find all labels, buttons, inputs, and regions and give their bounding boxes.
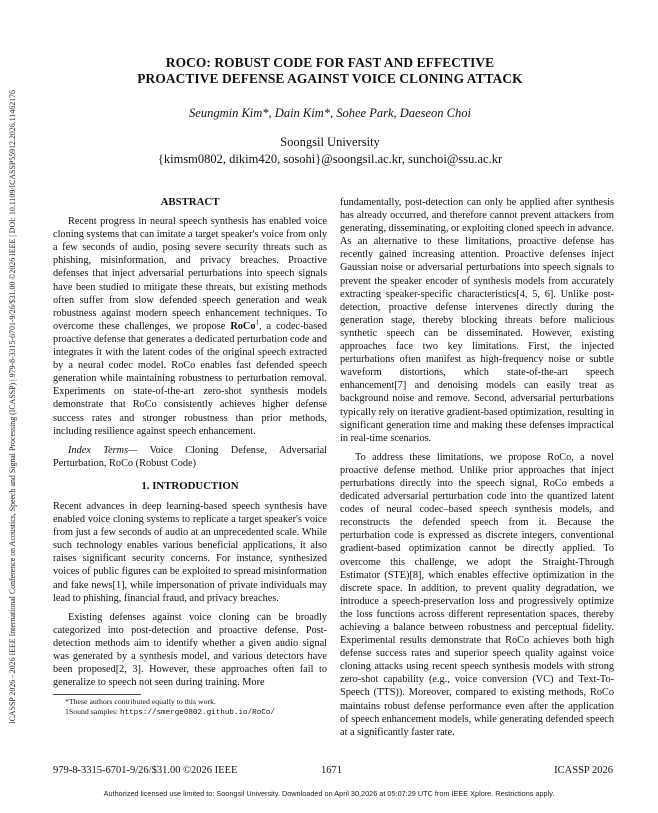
footnote-rule: [53, 694, 141, 695]
page-number: 1671: [321, 765, 342, 776]
paper-title: [70, 55, 590, 87]
intro-paragraph-1: Recent advances in deep learning-based speech synthesis have enabled voice cloning systems to replicate a target speaker's voice from just a few seconds of audio at an unprecedented scale. While such technology enables various beneficial applications, it also raises significant security concerns. For instance, synthesized voices of public figures can be exploited to spread misinformation and fake news[1], while impersonation of private individuals may lead to phishing, financial fraud, and privacy breaches.: [53, 500, 327, 604]
footnote-marker: 1: [255, 318, 259, 327]
footnote-equal-contribution: *These authors contributed equally to this work.: [65, 697, 216, 706]
sound-samples-link[interactable]: https://smerge0802.github.io/RoCo/: [120, 709, 275, 717]
footer-conference: ICASSP 2026: [554, 765, 613, 776]
introduction-heading: 1. INTRODUCTION: [141, 479, 239, 492]
doi-side-text: ICASSP 2026 - 2026 IEEE International Conference on Acoustics, Speech and Signal Processing (ICASSP) | 979-8-3315-6701-9/26/$31.00 ©2026 IEEE | DOI: 10.1109/ICASSP55912.2026.11462176: [8, 90, 17, 724]
footnote-sound-samples: [53, 707, 327, 718]
title-line-2: PROACTIVE DEFENSE AGAINST VOICE CLONING ATTACK: [137, 71, 523, 86]
footnotes: [53, 697, 327, 718]
method-name: RoCo: [230, 320, 256, 332]
intro-paragraph-2: Existing defenses against voice cloning can be broadly categorized into post-detection and proactive defense. Post-detection methods aim to identify whether a given audio signal was generated by a synthesis model, and various detectors have been proposed[2, 3]. However, these approaches often fail to generalize to speech not seen during training. More: [53, 611, 327, 689]
title-line-1: ROCO: ROBUST CODE FOR FAST AND EFFECTIVE: [165, 55, 495, 70]
index-terms-text: Voice Cloning Defense, Adversarial Perturbation, RoCo (Robust Code): [53, 444, 327, 469]
license-notice: [0, 789, 658, 798]
abstract-text: [53, 215, 327, 438]
right-paragraph-2: To address these limitations, we propose RoCo, a novel proactive defense method. Unlike prior approaches that inject perturbations directly into the speech signal, RoCo embeds a dedicated adversarial perturbation code into the quantized latent codes of neural codec–based speech synthesis models, and reconstructs the defended speech from it. Because the perturbation code is expressed as discrete integers, conventional gradient-based optimization cannot be directly applied. To overcome this challenge, we adopt the Straight-Through Estimator (STE)[8], which enables effective optimization in the discrete space. In addition, to prevent quality degradation, we introduce a speech-preservation loss and progressively optimize the loss functions across different representation spaces, thereby achieving a balance between robustness and perceptual fidelity. Experimental results demonstrate that RoCo achieves both high defense success rates and superior speech quality against voice cloning attacks using recent speech synthesis models with strong zero-shot capability (e.g., voice conversion (VC) and Text-To-Speech (TTS)). Moreover, compared to existing methods, RoCo maintains robust defense performance even after the application of speech enhancement models, while generating defended speech at a significantly faster rate.: [340, 451, 614, 738]
abstract-heading: ABSTRACT: [160, 196, 220, 208]
index-terms-label: Index Terms—: [68, 444, 138, 456]
footer-isbn: 979-8-3315-6701-9/26/$31.00 ©2026 IEEE: [53, 765, 238, 776]
index-terms: [53, 444, 327, 470]
right-column: [340, 196, 614, 739]
doi-side-strip: [8, 24, 22, 724]
abstract-text-start: Recent progress in neural speech synthesis has enabled voice cloning systems that can imitate a target speaker's voice from only a few seconds of audio, posing severe security threats such as phishing, misinformation, and privacy breaches. Proactive defenses that inject adversarial perturbations into speech signals have been studied to mitigate these threats, but existing methods often suffer from slow defended speech generation and weak robustness against modern speech enhancement techniques. To overcome these challenges, we propose: [53, 216, 327, 332]
footnote-sound-label: 1Sound samples:: [65, 707, 121, 716]
right-paragraph-1: fundamentally, post-detection can only be applied after synthesis has already occurred, and therefore cannot prevent attackers from generating, disseminating, or exploiting cloned speech in advance. As an alternative to these limitations, proactive defense has recently gained increasing attention. Proactive defenses inject Gaussian noise or adversarial perturbations into speech signals to prevent the speaker encoder of synthesis models from accurately extracting speaker-specific characteristics[4, 5, 6]. Unlike post-detection, proactive defense intervenes directly during the generation stage, thereby blocking threats before malicious synthetic speech can be disseminated. However, existing approaches face two key limitations. First, the injected perturbations often manifest as high-frequency noise or subtle waveform distortions, which state-of-the-art speech enhancement[7] and denoising models can easily treat as background noise and remove. Second, adversarial perturbations typically rely on iterative gradient-based optimization, resulting in significant generation time and making these defenses impractical in real-time scenarios.: [340, 197, 614, 444]
affiliation: Soongsil University: [280, 135, 380, 149]
affiliation-block: [70, 134, 590, 168]
author-emails: {kimsm0802, dikim420, sosohi}@soongsil.ac.kr, sunchoi@ssu.ac.kr: [157, 152, 503, 166]
abstract-text-end: , a codec-based proactive defense that generates a dedicated perturbation code and integrates it with the latent codes of the original speech extracted by a neural codec model. RoCo enables fast defended speech generation while maintaining robustness to perturbation removal. Experiments on state-of-the-art zero-shot synthesis models demonstrate that RoCo consistently achieves higher defense success rates and stronger robustness than prior methods, including resilience against speech enhancement.: [53, 320, 327, 437]
left-column: [53, 196, 327, 689]
author-list: Seungmin Kim*, Dain Kim*, Sohee Park, Daeseon Choi: [189, 106, 471, 120]
license-notice-text: Authorized licensed use limited to: Soongsil University. Downloaded on April 30,2026 at 05:07:29 UTC from IEEE Xplore. Restrictions apply.: [103, 789, 555, 798]
